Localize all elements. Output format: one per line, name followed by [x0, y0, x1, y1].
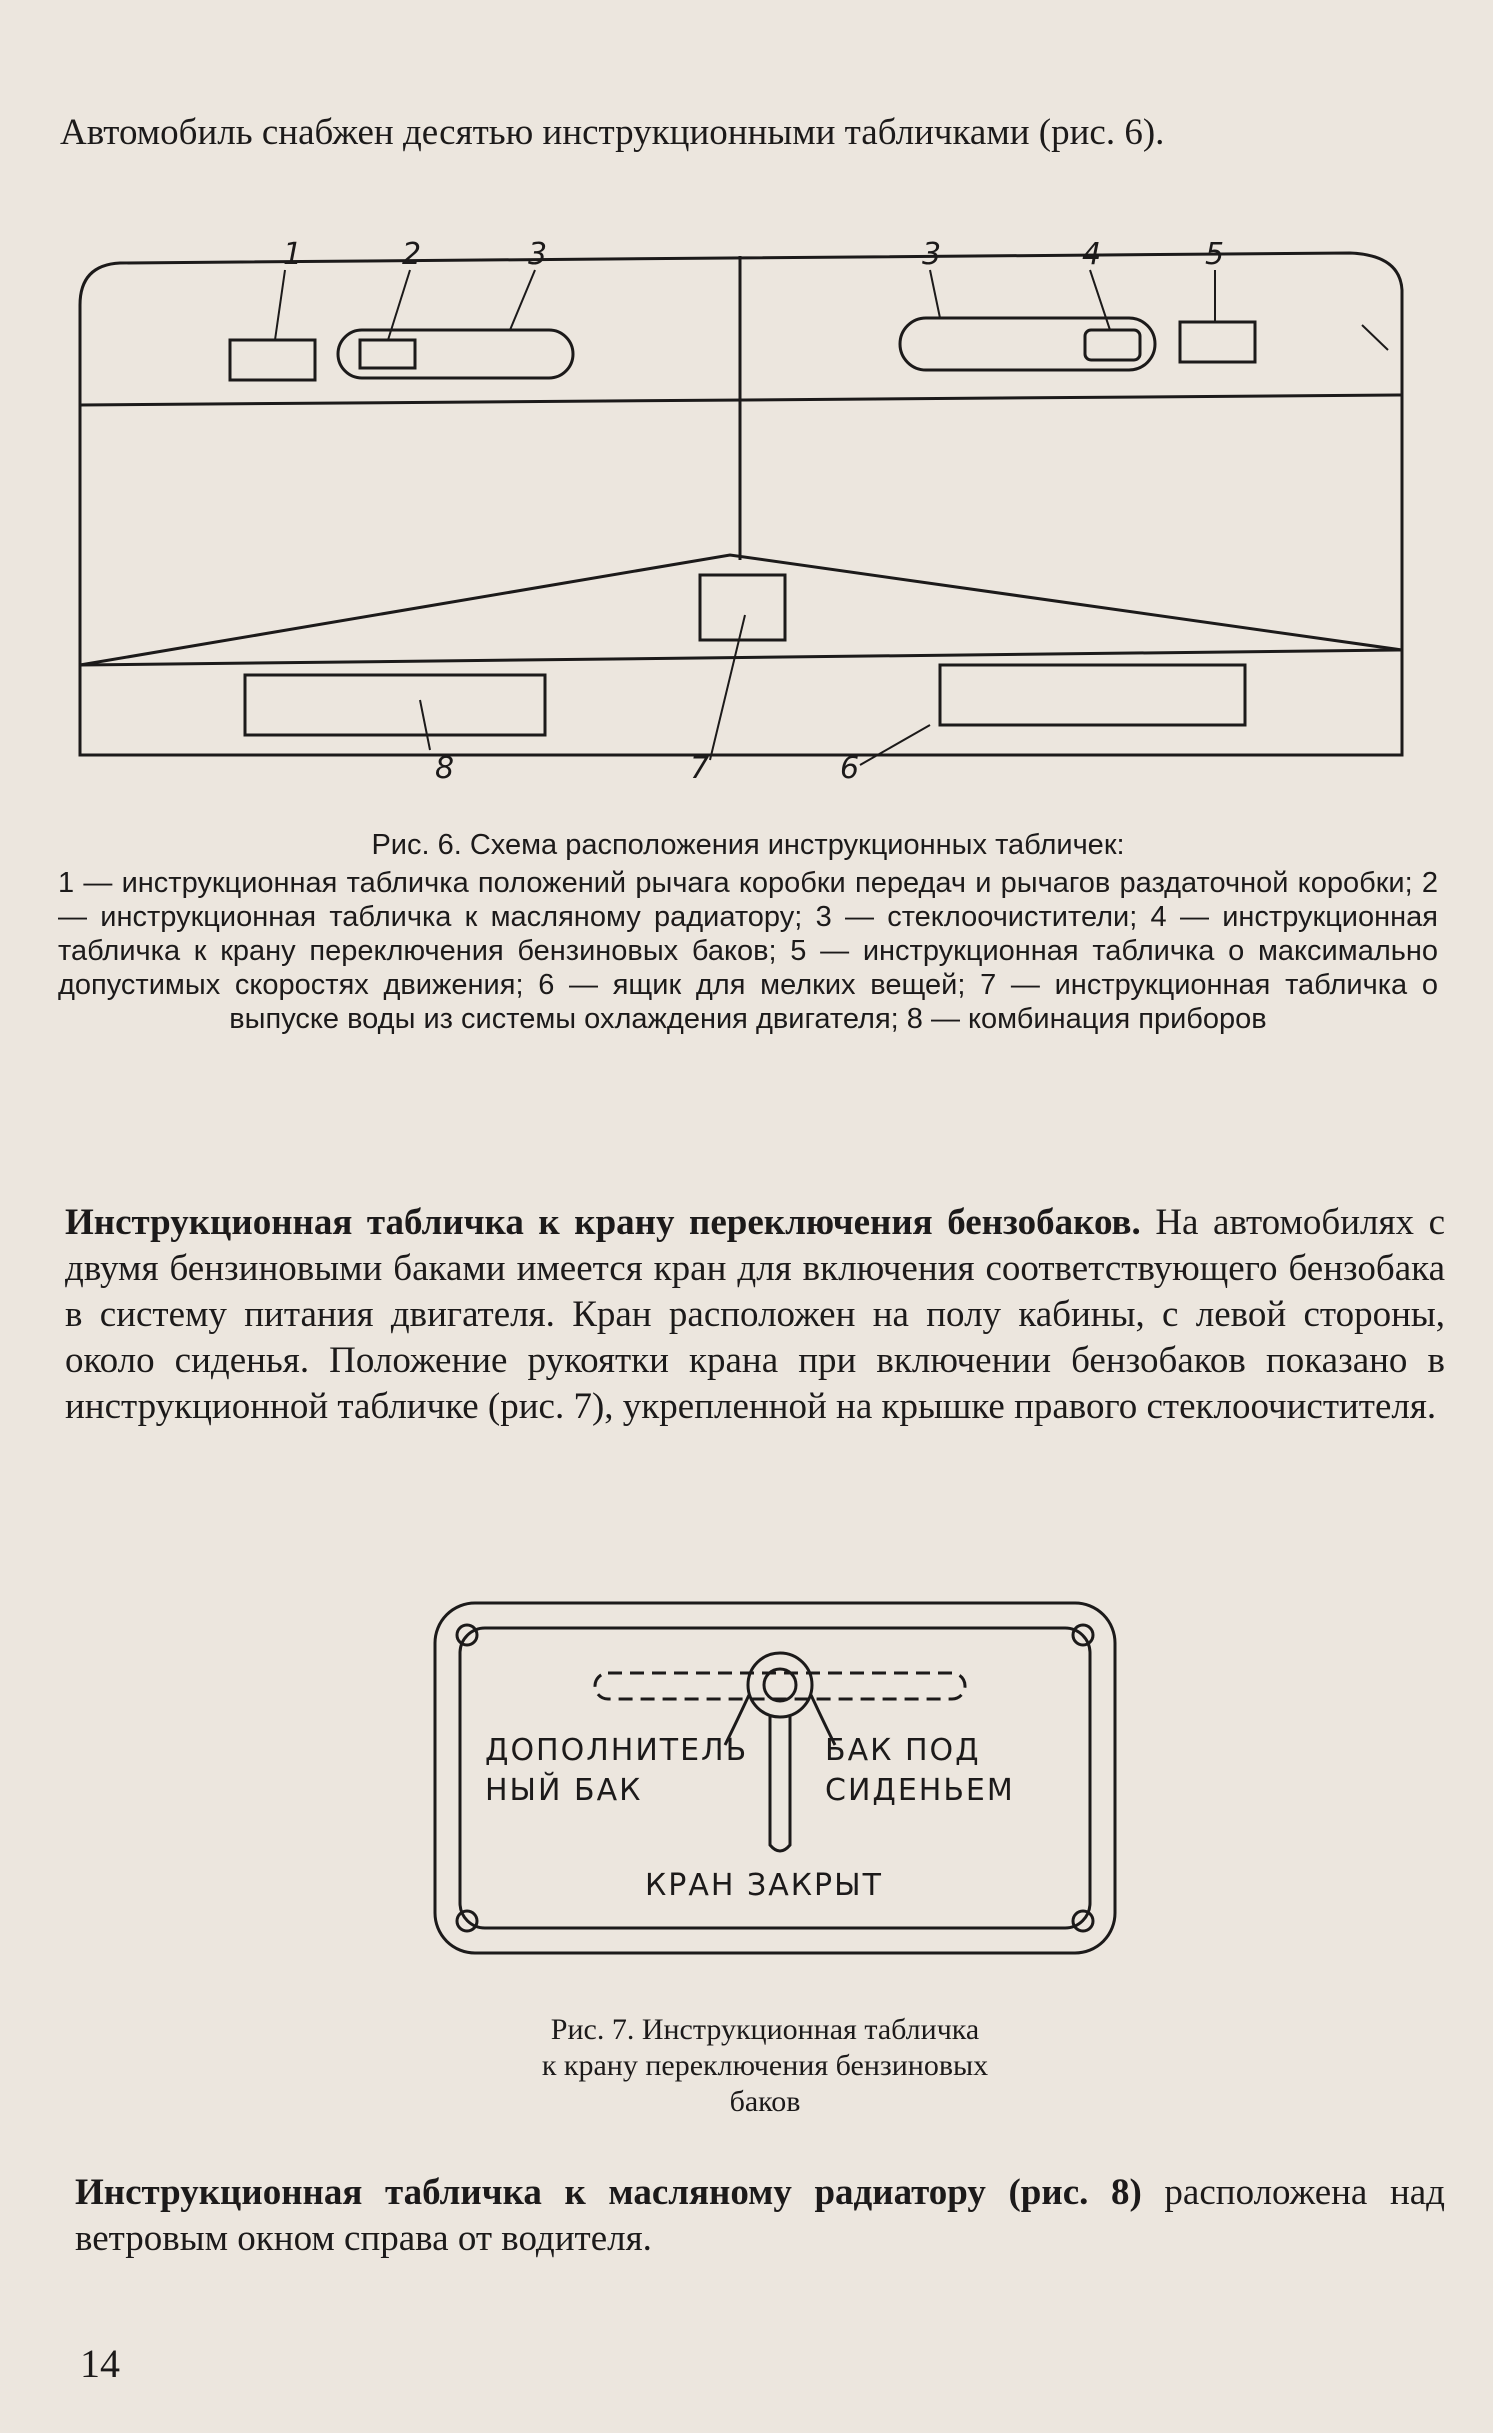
figure-7: [425, 1595, 1125, 1965]
figure-6-caption: [58, 828, 1438, 1036]
wiper-left: [338, 330, 573, 378]
lower-panel-triangle: [80, 555, 1402, 665]
figure-7-caption: [430, 2012, 1100, 2120]
figure-7-plate: [425, 1595, 1125, 1965]
plate-1: [230, 340, 315, 380]
plate-4: [1085, 330, 1140, 360]
tap-nut-outer: [748, 1653, 812, 1717]
callout-3-left: 3: [528, 237, 548, 272]
callout-6: 6: [840, 751, 860, 786]
callout-3-right: 3: [922, 237, 942, 272]
section-fuel-tap: [65, 1200, 1445, 1430]
intro-text: Автомобиль снабжен десятью инструкционными табличками (рис. 6).: [60, 112, 1165, 153]
plate-label-extra-tank-2: НЫЙ БАК: [485, 1773, 643, 1808]
section-fuel-tap-heading: Инструкционная табличка к крану переключения бензобаков.: [65, 1202, 1141, 1243]
callout-1: 1: [283, 237, 303, 272]
callout-2: 2: [402, 237, 422, 272]
callout-5: 5: [1205, 237, 1225, 272]
tap-nut-inner: [764, 1669, 796, 1701]
section-fuel-tap-body: На автомобилях с двумя бензиновыми баками имеется кран для включения соответствующего бензобака в систему питания двигателя. Кран расположен на полу кабины, с левой стороны, около сиденья. Положение рукоятки крана при включении бензобаков показано в инструкционной табличке (рис. 7), укрепленной на крышке правого стеклоочистителя.: [65, 1202, 1445, 1427]
plate-label-tap-closed: КРАН ЗАКРЫТ: [645, 1868, 883, 1903]
plate-label-seat-tank-1: БАК ПОД: [825, 1733, 981, 1768]
callout-4: 4: [1082, 237, 1102, 272]
plate-5: [1180, 322, 1255, 362]
page-number: 14: [80, 2341, 120, 2386]
plate-2: [360, 340, 415, 368]
section-oil-radiator-heading: Инструкционная табличка к масляному радиатору (рис. 8): [75, 2172, 1142, 2213]
section-oil-radiator-body: расположена над ветровым окном справа от водителя.: [75, 2172, 1445, 2259]
figure-7-caption-line-3: баков: [729, 2085, 801, 2118]
plate-7: [700, 575, 785, 640]
plate-label-seat-tank-2: СИДЕНЬЕМ: [825, 1773, 1015, 1808]
intro-paragraph: [60, 110, 1430, 156]
figure-6: [70, 230, 1430, 800]
tap-handle: [770, 1715, 790, 1851]
callout-8: 8: [435, 751, 455, 786]
callout-7: 7: [690, 751, 710, 786]
figure-7-caption-line-1: Рис. 7. Инструкционная табличка: [550, 2013, 980, 2046]
figure-6-caption-body: 1 — инструкционная табличка положений рычага коробки передач и рычагов раздаточной коробки; 2 — инструкционная табличка к масляному радиатору; 3 — стеклоочистители; 4 — инструкционная табличка к крану переключения бензиновых баков; 5 — инструкционная табличка о максимально допустимых скоростях движения; 6 — ящик для мелких вещей; 7 — инструкционная табличка о выпуске воды из системы охлаждения двигателя; 8 — комбинация приборов: [58, 867, 1438, 1035]
handle-dashed-outline: [595, 1673, 965, 1699]
glovebox-6: [940, 665, 1245, 725]
wiper-right: [900, 318, 1155, 370]
lower-strip-line: [80, 650, 1402, 665]
figure-7-caption-line-2: к крану переключения бензиновых: [541, 2049, 989, 2082]
figure-6-diagram: [70, 230, 1430, 800]
instrument-cluster-8: [245, 675, 545, 735]
plate-label-extra-tank-1: ДОПОЛНИТЕЛЬ: [485, 1733, 749, 1768]
figure-6-caption-title: Рис. 6. Схема расположения инструкционных табличек:: [371, 829, 1125, 861]
section-oil-radiator: [75, 2170, 1445, 2262]
